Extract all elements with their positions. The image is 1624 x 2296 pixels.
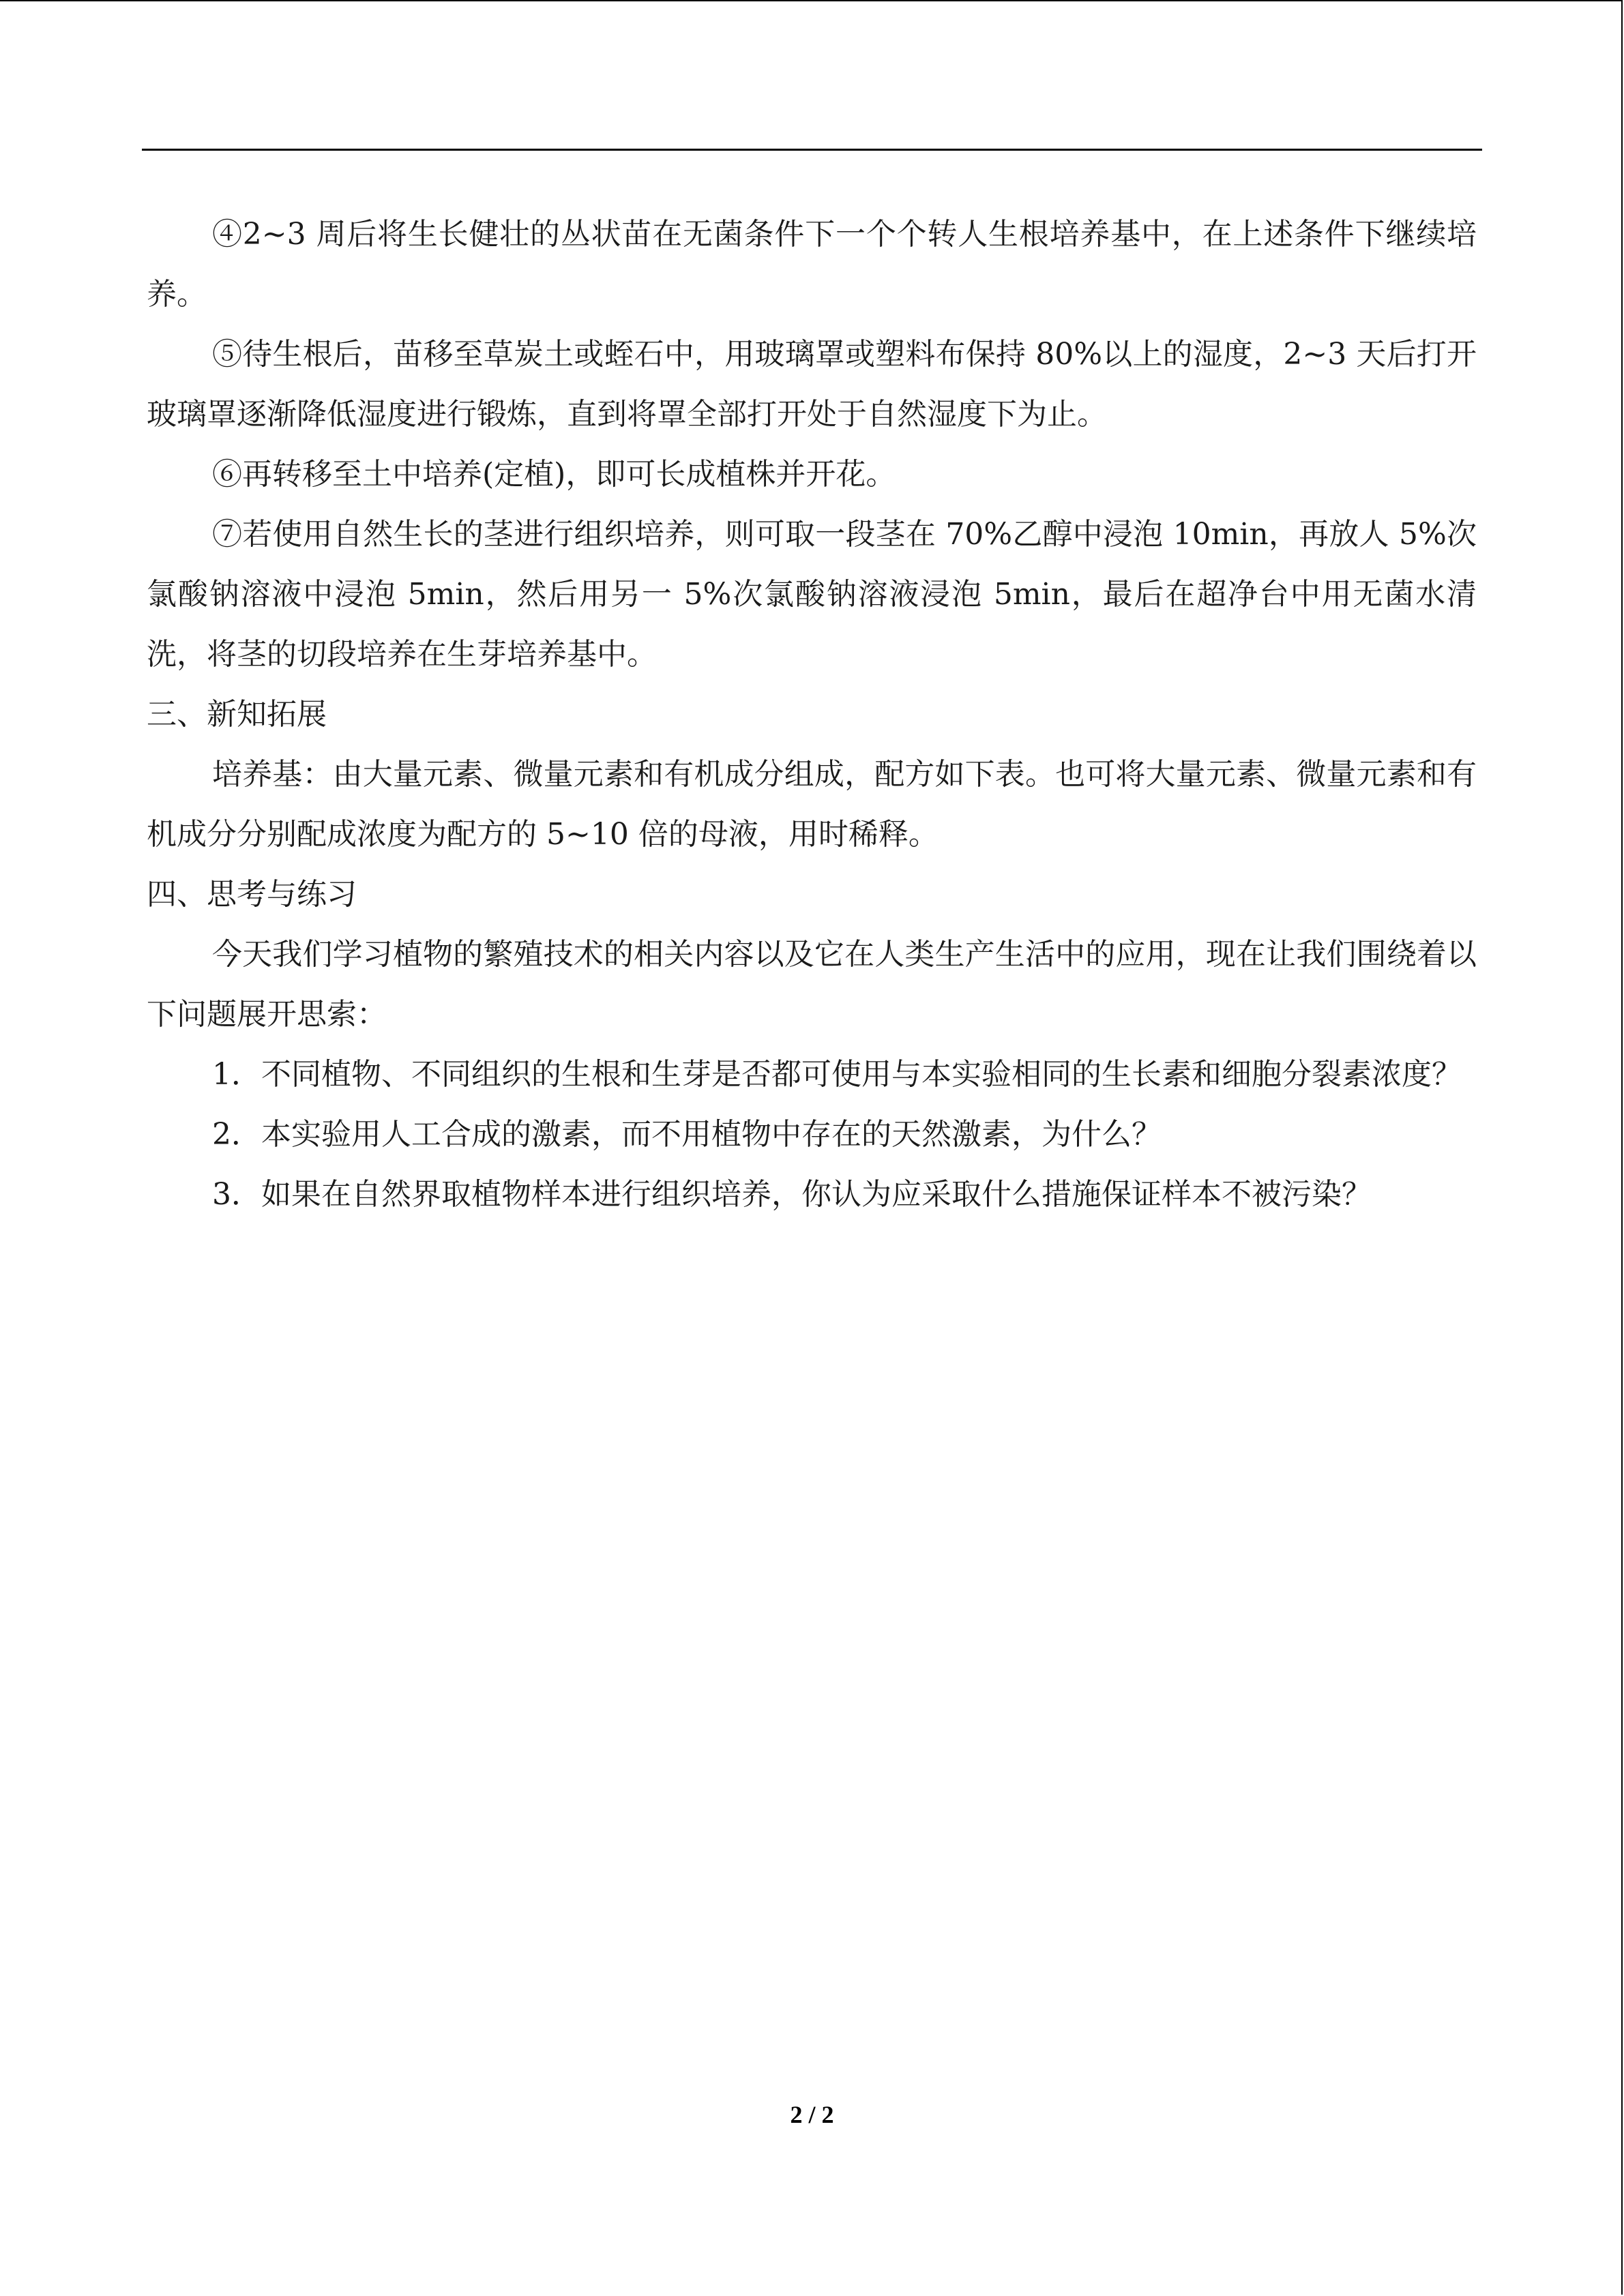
question-2: 2．本实验用人工合成的激素，而不用植物中存在的天然激素，为什么？ — [212, 1117, 1162, 1152]
document-body — [147, 205, 1477, 1225]
question-1: 1．不同植物、不同组织的生根和生芽是否都可使用与本实验相同的生长素和细胞分裂素浓度？ — [212, 1057, 1462, 1092]
header-rule — [142, 149, 1482, 151]
section-heading-exercises: 四、思考与练习 — [147, 877, 357, 912]
culture-medium-paragraph: 培养基：由大量元素、微量元素和有机成分组成，配方如下表。也可将大量元素、微量元素和有机成分分别配成浓度为配方的 5~10 倍的母液，用时稀释。 — [147, 757, 1477, 852]
step-4-paragraph: ④2~3 周后将生长健壮的丛状苗在无菌条件下一个个转人生根培养基中，在上述条件下继续培养。 — [147, 217, 1477, 312]
step-7-paragraph: ⑦若使用自然生长的茎进行组织培养，则可取一段茎在 70%乙醇中浸泡 10min，再放人 5%次氯酸钠溶液中浸泡 5min，然后用另一 5%次氯酸钠溶液浸泡 5min，最后在超净台中用无菌水清洗，将茎的切段培养在生芽培养基中。 — [147, 517, 1477, 672]
step-6-paragraph: ⑥再转移至土中培养(定植)，即可长成植株并开花。 — [212, 457, 896, 492]
section-heading-new-knowledge: 三、新知拓展 — [147, 697, 327, 732]
step-5-paragraph: ⑤待生根后，苗移至草炭土或蛭石中，用玻璃罩或塑料布保持 80%以上的湿度，2~3 天后打开玻璃罩逐渐降低湿度进行锻炼，直到将罩全部打开处于自然湿度下为止。 — [147, 337, 1477, 432]
question-3: 3．如果在自然界取植物样本进行组织培养，你认为应采取什么措施保证样本不被污染？ — [212, 1177, 1372, 1212]
page-number: 2 / 2 — [790, 2101, 834, 2128]
exercises-intro-paragraph: 今天我们学习植物的繁殖技术的相关内容以及它在人类生产生活中的应用，现在让我们围绕着以下问题展开思索： — [147, 937, 1477, 1032]
